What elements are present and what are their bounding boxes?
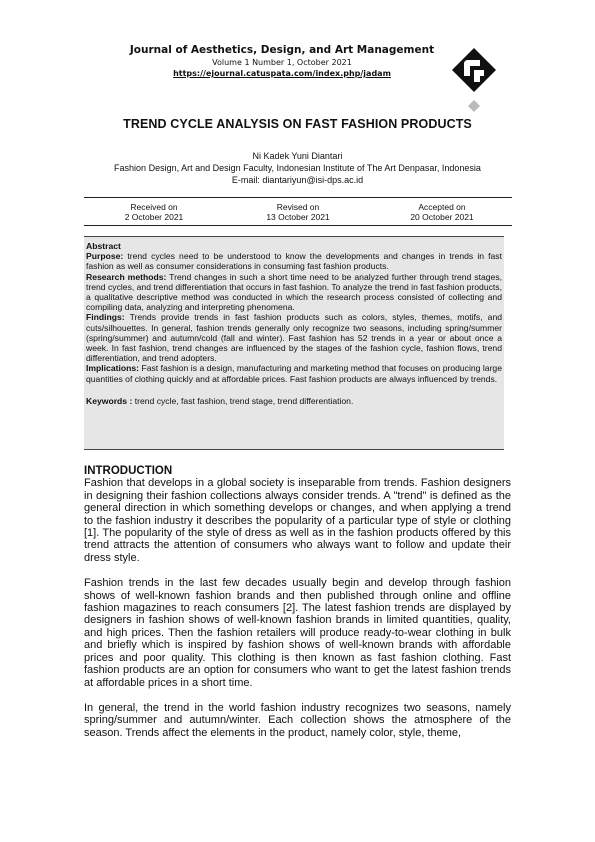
implications-text: Fast fashion is a design, manufacturing and marketing method that focuses on producing large quantities of clothing quickly and at affordable prices. Fast fashion products are always influenced by trends. bbox=[86, 363, 502, 384]
date-label: Revised on bbox=[276, 202, 320, 212]
journal-url-link[interactable]: https://ejournal.catuspata.com/index.php/jadam bbox=[173, 69, 391, 78]
intro-paragraph: Fashion trends in the last few decades usually begin and develop through fashion shows of well-known fashion brands and then published through online and offline fashion magazines to reach consumers [2]. The latest fashion trends are displayed by designers in fashion shows of well-known fashion brands in limited quantities, quality, and high prices. Then the fashion retailers will produce ready-to-wear clothing in bulk and briefly which is inspired by fashion shows of well-known brands with affordable prices and poor quality. This clothing is then known as fast fashion clothing. Fast fashion products are an option for consumers who want to get the latest fashion trends at affordable prices in a short time. bbox=[84, 577, 511, 689]
author-name: Ni Kadek Yuni Diantari bbox=[252, 151, 343, 161]
abstract-purpose bbox=[86, 251, 502, 271]
keywords-text: trend cycle, fast fashion, trend stage, trend differentiation. bbox=[132, 395, 354, 406]
implications-label: Implications: bbox=[86, 363, 140, 374]
methods-text: Trend changes in such a short time need to be analyzed further through trend stages, trend cycles, and trend differentiation that occurs in fast fashion. To analyze the trend in fast fashion products, a qualitative descriptive method was conducted in which the research process consisted of collecting and compiling data, analyzing and interpreting phenomena. bbox=[86, 271, 502, 313]
findings-text: Trends provide trends in fast fashion products such as colors, styles, themes, motifs, and cuts/silhouettes. In general, fashion trends generally only recognize two seasons, including spring/summer (spring/summer) and autumn/cold (fall and winter). Fast fashion has 52 trends in a year or about once a week. In fast fashion, trend changes are influenced by the stages of the fashion cycle, fashion flows, trend differentiation, and trend adopters. bbox=[86, 312, 502, 364]
author-block bbox=[40, 150, 555, 186]
date-label: Accepted on bbox=[418, 202, 466, 212]
abstract-findings bbox=[86, 312, 502, 363]
keywords-label: Keywords : bbox=[86, 395, 133, 406]
abstract-methods bbox=[86, 272, 502, 313]
date-value: 2 October 2021 bbox=[124, 212, 184, 222]
purpose-label: Purpose: bbox=[86, 251, 124, 262]
purpose-text: trend cycles need to be understood to know the developments and changes in trends in fast fashion as well as consumer considerations in consuming fast fashion products. bbox=[86, 251, 502, 272]
date-revised bbox=[228, 202, 368, 222]
findings-label: Findings: bbox=[86, 312, 125, 323]
date-received bbox=[84, 202, 224, 222]
abstract-box bbox=[84, 236, 504, 450]
date-label: Received on bbox=[130, 202, 178, 212]
journal-volume: Volume 1 Number 1, October 2021 bbox=[212, 58, 352, 67]
methods-label: Research methods: bbox=[86, 271, 167, 282]
journal-title: Journal of Aesthetics, Design, and Art Management bbox=[129, 44, 435, 56]
date-accepted bbox=[372, 202, 512, 222]
abstract-implications bbox=[86, 363, 502, 383]
date-value: 13 October 2021 bbox=[266, 212, 330, 222]
dates-table bbox=[84, 197, 512, 226]
journal-header bbox=[100, 44, 464, 78]
paper-title: TREND CYCLE ANALYSIS ON FAST FASHION PRODUCTS bbox=[123, 117, 472, 131]
intro-paragraph: Fashion that develops in a global society is inseparable from trends. Fashion designers in designing their fashion collections always consider trends. A "trend" is defined as the general direction in which something develops or changes, and when applying a trend to the fashion industry it describes the popularity of a particular type of style or clothing [1]. The popularity of the style of dress as well as in the fashion products offered by this trend attracts the attention of consumers who always want to follow and update their dress style. bbox=[84, 477, 511, 564]
introduction-section bbox=[84, 465, 511, 752]
intro-paragraph: In general, the trend in the world fashion industry recognizes two seasons, namely spring/summer and autumn/winter. Each collection shows the atmosphere of the season. Trends affect the elements in the product, namely color, style, theme, bbox=[84, 701, 511, 739]
author-affiliation: Fashion Design, Art and Design Faculty, Indonesian Institute of The Art Denpasar, Indonesia bbox=[114, 163, 481, 173]
introduction-heading: INTRODUCTION bbox=[84, 465, 173, 477]
journal-logo-icon bbox=[450, 46, 498, 114]
abstract-keywords bbox=[86, 396, 502, 406]
abstract-heading: Abstract bbox=[86, 241, 121, 251]
date-value: 20 October 2021 bbox=[410, 212, 474, 222]
author-email: E-mail: diantariyun@isi-dps.ac.id bbox=[231, 175, 364, 185]
